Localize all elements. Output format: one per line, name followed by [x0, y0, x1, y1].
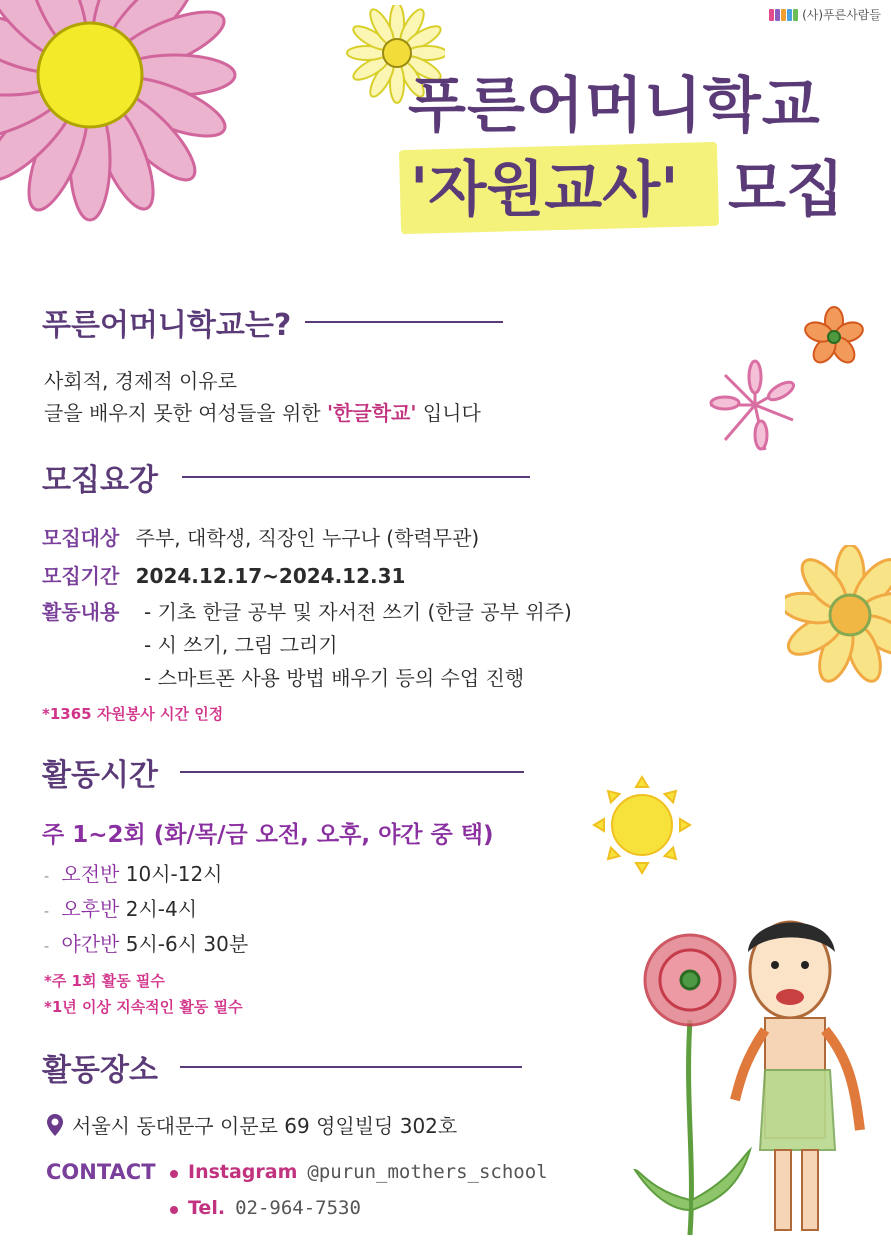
- recruit-period-label: 모집기간: [42, 564, 120, 588]
- small-pink-flower-icon: [700, 355, 810, 460]
- class-name-evening: 야간반: [61, 932, 120, 956]
- schedule-note-1: *주 1회 활동 필수: [44, 972, 165, 990]
- schedule-frequency: 주 1~2회 (화/목/금 오전, 오후, 야간 중 택): [42, 822, 494, 848]
- about-line-2: [44, 397, 481, 426]
- contact-tel-row: [170, 1197, 361, 1219]
- contact-label: CONTACT: [46, 1160, 156, 1184]
- class-row-evening: [44, 928, 248, 957]
- about-line-1: 사회적, 경제적 이유로: [44, 369, 237, 393]
- tel-number[interactable]: 02-964-7530: [235, 1197, 361, 1219]
- instagram-handle[interactable]: @purun_mothers_school: [307, 1161, 548, 1183]
- recruit-target-label: 모집대상: [42, 526, 120, 550]
- activity-item-3: - 스마트폰 사용 방법 배우기 등의 수업 진행: [144, 666, 525, 690]
- bullet-icon: [170, 1170, 178, 1178]
- activity-item-2: - 시 쓰기, 그림 그리기: [144, 633, 338, 657]
- recruit-period-row: [42, 560, 405, 589]
- schedule-note-2: *1년 이상 지속적인 활동 필수: [44, 998, 243, 1016]
- about-heading-text: 푸른어머니학교는?: [42, 308, 292, 343]
- instagram-key: Instagram: [188, 1161, 298, 1183]
- pink-flower-icon: [0, 0, 290, 270]
- recruit-target-row: [42, 522, 479, 551]
- schedule-heading: [42, 750, 524, 794]
- org-badge: [769, 6, 881, 23]
- bullet-icon: [170, 1206, 178, 1214]
- tel-key: Tel.: [188, 1197, 226, 1219]
- class-name-afternoon: 오후반: [61, 897, 120, 921]
- yellow-orange-flower-icon: [785, 545, 891, 705]
- recruit-period-value: 2024.12.17~2024.12.31: [135, 564, 406, 588]
- title-highlight-text: '자원교사': [410, 155, 679, 225]
- about-heading: [42, 300, 503, 344]
- activity-item-1: - 기초 한글 공부 및 자서전 쓰기 (한글 공부 위주): [144, 600, 572, 624]
- class-name-morning: 오전반: [61, 862, 120, 886]
- main-title: 푸른어머니학교: [408, 71, 821, 141]
- recruit-target-value: 주부, 대학생, 직장인 누구나 (학력무관): [135, 526, 480, 550]
- location-heading-rule: [180, 1066, 522, 1068]
- title-suffix: 모집: [728, 155, 844, 225]
- recruit-activity-label: 활동내용: [42, 600, 120, 624]
- location-address-row: [46, 1110, 457, 1139]
- location-address: 서울시 동대문구 이문로 69 영일빌딩 302호: [72, 1114, 458, 1138]
- recruit-note: *1365 자원봉사 시간 인정: [42, 705, 224, 723]
- class-time-evening: 5시-6시 30분: [125, 932, 249, 956]
- class-dash: -: [44, 939, 50, 955]
- location-heading-text: 활동장소: [42, 1053, 158, 1088]
- org-logo-icon: [769, 9, 798, 21]
- orange-flower-icon: [800, 305, 870, 370]
- class-time-morning: 10시-12시: [125, 862, 223, 886]
- about-line-2-suffix: 입니다: [416, 401, 481, 425]
- class-dash: -: [44, 904, 50, 920]
- class-dash: -: [44, 869, 50, 885]
- about-line-2-prefix: 글을 배우지 못한 여성들을 위한: [44, 401, 327, 425]
- about-heading-rule: [305, 321, 503, 323]
- recruit-heading: [42, 455, 530, 499]
- sun-icon: [592, 775, 692, 875]
- location-heading: [42, 1045, 522, 1089]
- recruit-activity-row: [42, 596, 119, 625]
- child-drawing-icon: [630, 900, 880, 1245]
- contact-instagram-row: [170, 1161, 548, 1183]
- org-name: (사)푸른사람들: [802, 8, 881, 22]
- class-row-afternoon: [44, 893, 197, 922]
- recruit-heading-text: 모집요강: [42, 463, 158, 498]
- class-time-afternoon: 2시-4시: [125, 897, 198, 921]
- title-highlight-box: [400, 140, 720, 232]
- recruit-heading-rule: [182, 476, 530, 478]
- schedule-heading-text: 활동시간: [42, 758, 158, 793]
- about-line-2-highlight: '한글학교': [326, 401, 417, 425]
- schedule-heading-rule: [180, 771, 524, 773]
- location-pin-icon: [46, 1113, 64, 1137]
- class-row-morning: [44, 858, 223, 887]
